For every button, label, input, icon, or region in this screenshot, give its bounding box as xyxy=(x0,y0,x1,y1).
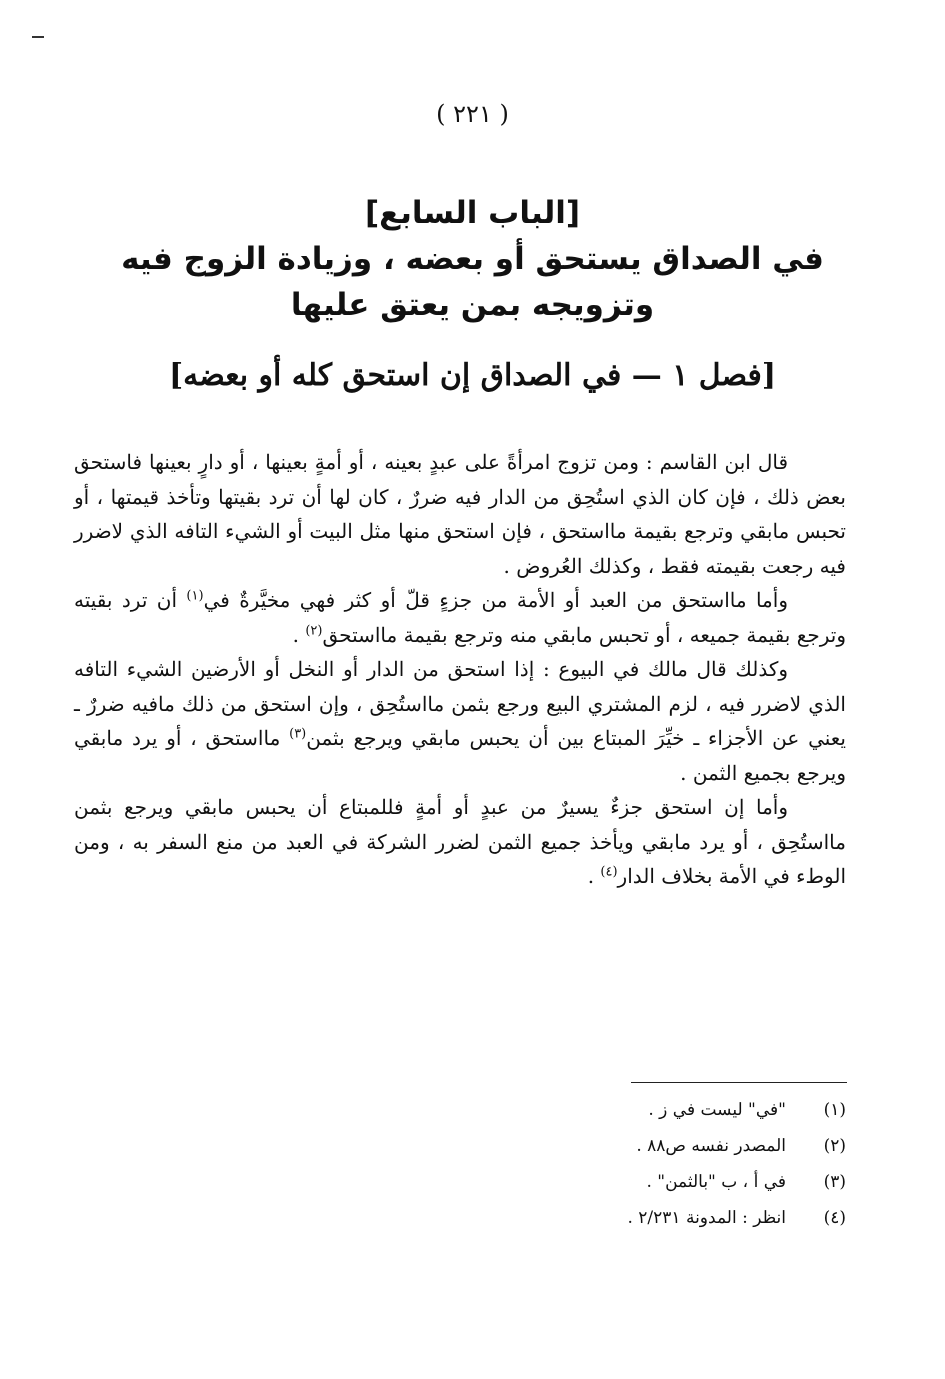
footnote-divider xyxy=(631,1082,847,1083)
paragraph-text: وأما مااستحق من العبد أو الأمة من جزءٍ قلّ أو كثر فهي مخيَّرةٌ في xyxy=(203,588,788,612)
scan-mark xyxy=(32,36,44,38)
paragraph-text: قال ابن القاسم : ومن تزوج امرأةً على عبدٍ بعينه ، أو أمةٍ بعينها ، أو دارٍ بعينها فاستحق بعض ذلك ، فإن كان الذي استُحِق من الدار فيه ضررٌ ، كان لها أن ترد بقيتها وتأخذ قيمتها ، أو تحبس مابقي وترجع بقيمة مااستحق ، فإن استحق منها مثل البيت أو الشيء التافه الذي لاضرر فيه رجعت بقيمته فقط ، وكذلك العُروض . xyxy=(74,450,846,578)
paragraph-text: وكذلك قال مالك في البيوع : إذا استحق من الدار أو النخل أو الأرضين الشيء التافه الذي لاضرر فيه ، لزم المشتري البيع ورجع بثمن مااستُحِق ، وإن استحق من ذلك مافيه ضررٌ ـ يعني عن الأجزاء ـ خيِّرَ المبتاع بين أن يحبس مابقي ويرجع بثمن xyxy=(74,657,846,750)
footnote-text: المصدر نفسه ص٨٨ . xyxy=(636,1136,786,1156)
paragraph-2 xyxy=(74,583,846,652)
paragraph-text: . xyxy=(587,864,601,888)
footnote-number: (٤) xyxy=(823,1208,846,1228)
footnote-3 xyxy=(74,1172,846,1208)
paragraph-3 xyxy=(74,652,846,790)
chapter-heading xyxy=(120,190,825,328)
footnote-ref-4[interactable]: (٤) xyxy=(600,864,618,880)
footnote-2 xyxy=(74,1136,846,1172)
footnotes xyxy=(74,1100,846,1244)
footnote-1 xyxy=(74,1100,846,1136)
section-heading: [فصل ١ — في الصداق إن استحق كله أو بعضه] xyxy=(168,358,777,393)
footnote-4 xyxy=(74,1208,846,1244)
footnote-text: انظر : المدونة ٢/٢٣١ . xyxy=(627,1208,786,1228)
paragraph-text: . xyxy=(292,622,306,647)
paragraph-text: مااستحق ، أو يرد مابقي ويرجع بجميع الثمن . xyxy=(74,726,846,785)
paragraph-1 xyxy=(74,445,846,583)
footnote-ref-2[interactable]: (٢) xyxy=(305,622,323,638)
footnote-ref-1[interactable]: (١) xyxy=(186,588,204,604)
chapter-subtitle-line-2: وتزويجه بمن يعتق عليها xyxy=(290,287,655,323)
footnote-text: في أ ، ب "بالثمن" . xyxy=(646,1172,786,1192)
paragraph-4 xyxy=(74,790,846,894)
chapter-title: [الباب السابع] xyxy=(364,195,581,231)
paragraph-text: وأما إن استحق جزءٌ يسيرٌ من عبدٍ أو أمةٍ فللمبتاع أن يحبس مابقي ويرجع بثمن مااستُحِق ، أو يرد مابقي ويأخذ جميع الثمن لضرر الشركة في العبد من منع السفر به ، ومن الوطء في الأمة بخلاف الدار xyxy=(74,795,846,888)
body-text xyxy=(74,445,846,894)
footnote-number: (٣) xyxy=(823,1172,846,1192)
paragraph-text: أن ترد بقيته وترجع بقيمة جميعه ، أو تحبس مابقي منه وترجع بقيمة مااستحق xyxy=(74,588,846,647)
chapter-subtitle-line-1: في الصداق يستحق أو بعضه ، وزيادة الزوج فيه xyxy=(121,241,824,277)
footnote-text: "في" ليست في ز . xyxy=(648,1100,786,1120)
footnote-number: (٢) xyxy=(823,1136,846,1156)
footnote-number: (١) xyxy=(823,1100,846,1120)
page-number: ( ٢٢١ ) xyxy=(436,100,509,128)
footnote-ref-3[interactable]: (٣) xyxy=(289,726,307,742)
